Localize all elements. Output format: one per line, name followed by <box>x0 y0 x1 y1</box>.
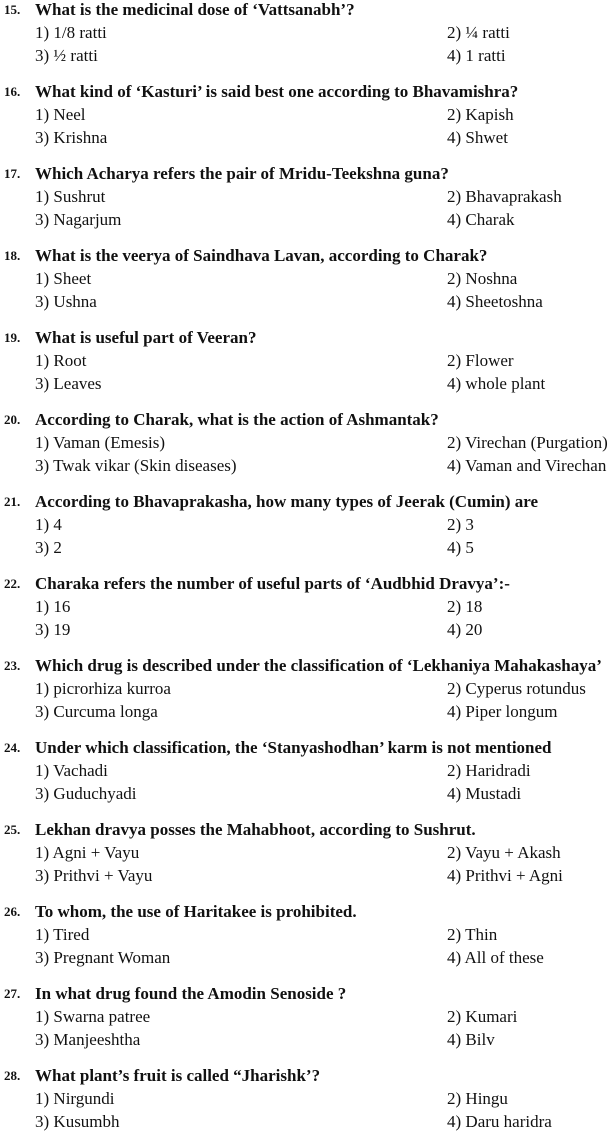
answer-option-4: 4) Vaman and Virechan <box>447 456 607 475</box>
answer-option-4: 4) 20 <box>447 620 483 639</box>
question-item <box>0 328 566 408</box>
answer-option-2: 2) Vayu + Akash <box>447 843 561 862</box>
question-item <box>0 0 566 80</box>
answer-option-1: 1) Agni + Vayu <box>35 843 140 862</box>
answer-option-2: 2) Hingu <box>447 1089 508 1108</box>
answer-option-1: 1) Nirgundi <box>35 1089 115 1108</box>
question-number: 15. <box>4 2 21 17</box>
question-text: What is useful part of Veeran? <box>35 328 257 347</box>
answer-option-3: 3) ½ ratti <box>35 46 98 65</box>
question-item <box>0 902 566 982</box>
answer-option-3: 3) Leaves <box>35 374 102 393</box>
question-text: To whom, the use of Haritakee is prohibited. <box>35 902 357 921</box>
answer-option-2: 2) 18 <box>447 597 483 616</box>
question-text: In what drug found the Amodin Senoside ? <box>35 984 347 1003</box>
answer-option-1: 1) Sheet <box>35 269 92 288</box>
question-number: 21. <box>4 494 21 509</box>
question-text: Under which classification, the ‘Stanyashodhan’ karm is not mentioned <box>35 738 552 757</box>
question-text: According to Charak, what is the action of Ashmantak? <box>35 410 439 429</box>
answer-option-2: 2) Cyperus rotundus <box>447 679 586 698</box>
answer-option-2: 2) Flower <box>447 351 514 370</box>
answer-option-3: 3) Pregnant Woman <box>35 948 171 967</box>
answer-option-4: 4) Charak <box>447 210 515 229</box>
answer-option-1: 1) Vachadi <box>35 761 108 780</box>
answer-option-1: 1) Vaman (Emesis) <box>35 433 165 452</box>
question-item <box>0 656 602 736</box>
answer-option-3: 3) Curcuma longa <box>35 702 158 721</box>
answer-option-3: 3) Guduchyadi <box>35 784 137 803</box>
question-text: Charaka refers the number of useful parts of ‘Audbhid Dravya’:- <box>35 574 510 593</box>
answer-option-1: 1) Root <box>35 351 87 370</box>
question-item <box>0 984 566 1064</box>
question-number: 17. <box>4 166 21 181</box>
answer-option-1: 1) Sushrut <box>35 187 106 206</box>
question-item <box>0 164 566 244</box>
question-text: Which drug is described under the classification of ‘Lekhaniya Mahakashaya’ <box>35 656 602 675</box>
question-number: 22. <box>4 576 21 591</box>
answer-option-2: 2) Kapish <box>447 105 514 124</box>
question-number: 26. <box>4 904 21 919</box>
answer-option-3: 3) Nagarjum <box>35 210 122 229</box>
answer-option-3: 3) Krishna <box>35 128 108 147</box>
answer-option-2: 2) Haridradi <box>447 761 531 780</box>
question-item <box>0 738 566 818</box>
question-item <box>0 574 566 654</box>
question-number: 18. <box>4 248 21 263</box>
answer-option-2: 2) 3 <box>447 515 474 534</box>
answer-option-1: 1) 4 <box>35 515 62 534</box>
question-text: According to Bhavaprakasha, how many types of Jeerak (Cumin) are <box>35 492 539 511</box>
question-text: Which Acharya refers the pair of Mridu-Teekshna guna? <box>35 164 449 183</box>
answer-option-3: 3) 2 <box>35 538 62 557</box>
answer-option-1: 1) 16 <box>35 597 71 616</box>
answer-option-1: 1) picrorhiza kurroa <box>35 679 171 698</box>
question-number: 28. <box>4 1068 21 1083</box>
answer-option-4: 4) Shwet <box>447 128 508 147</box>
answer-option-4: 4) Bilv <box>447 1030 495 1049</box>
answer-option-3: 3) Twak vikar (Skin diseases) <box>35 456 237 475</box>
question-number: 25. <box>4 822 21 837</box>
answer-option-4: 4) Piper longum <box>447 702 558 721</box>
answer-option-1: 1) Neel <box>35 105 86 124</box>
answer-option-3: 3) Prithvi + Vayu <box>35 866 153 885</box>
question-text: What is the medicinal dose of ‘Vattsanabh’? <box>35 0 355 19</box>
answer-option-4: 4) 1 ratti <box>447 46 506 65</box>
question-number: 27. <box>4 986 21 1001</box>
answer-option-3: 3) 19 <box>35 620 71 639</box>
answer-option-1: 1) Tired <box>35 925 90 944</box>
answer-option-4: 4) All of these <box>447 948 544 967</box>
answer-option-2: 2) Kumari <box>447 1007 518 1026</box>
answer-option-2: 2) Noshna <box>447 269 518 288</box>
answer-option-4: 4) Mustadi <box>447 784 522 803</box>
answer-option-4: 4) Sheetoshna <box>447 292 543 311</box>
question-item <box>0 410 608 490</box>
answer-option-4: 4) Daru haridra <box>447 1112 552 1131</box>
question-text: What kind of ‘Kasturi’ is said best one according to Bhavamishra? <box>35 82 519 101</box>
question-number: 24. <box>4 740 21 755</box>
answer-option-2: 2) Virechan (Purgation) <box>447 433 608 452</box>
question-number: 20. <box>4 412 21 427</box>
answer-option-3: 3) Ushna <box>35 292 97 311</box>
answer-option-2: 2) Thin <box>447 925 498 944</box>
answer-option-4: 4) whole plant <box>447 374 546 393</box>
answer-option-4: 4) Prithvi + Agni <box>447 866 563 885</box>
question-item <box>0 82 566 162</box>
question-number: 19. <box>4 330 21 345</box>
answer-option-2: 2) ¼ ratti <box>447 23 510 42</box>
question-number: 16. <box>4 84 21 99</box>
question-item <box>0 246 566 326</box>
answer-option-3: 3) Kusumbh <box>35 1112 120 1131</box>
question-item <box>0 1066 566 1146</box>
answer-option-3: 3) Manjeeshtha <box>35 1030 141 1049</box>
answer-option-4: 4) 5 <box>447 538 474 557</box>
question-item <box>0 820 566 900</box>
question-text: What plant’s fruit is called “Jharishk’? <box>35 1066 321 1085</box>
answer-option-1: 1) Swarna patree <box>35 1007 151 1026</box>
answer-option-1: 1) 1/8 ratti <box>35 23 107 42</box>
answer-option-2: 2) Bhavaprakash <box>447 187 562 206</box>
question-number: 23. <box>4 658 21 673</box>
question-text: What is the veerya of Saindhava Lavan, according to Charak? <box>35 246 488 265</box>
question-text: Lekhan dravya posses the Mahabhoot, according to Sushrut. <box>35 820 476 839</box>
question-item <box>0 492 566 572</box>
